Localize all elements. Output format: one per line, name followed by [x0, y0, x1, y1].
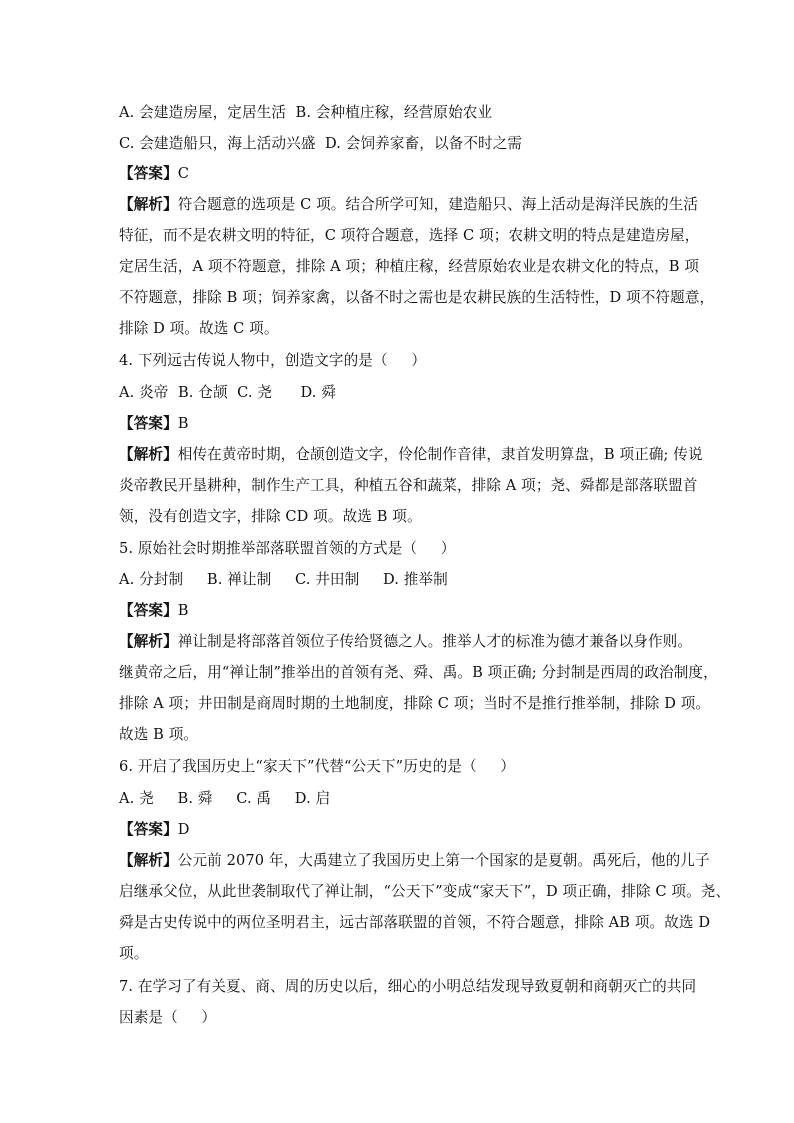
q7-question-line-2: 因素是（ ）	[119, 1009, 217, 1026]
q4-options: A. 炎帝 B. 仓颉 C. 尧 D. 舜	[119, 384, 336, 401]
q3-analysis-line-4: 不符题意，排除 B 项；饲养家禽，以备不时之需也是农耕民族的生活特性，D 项不符题意，	[119, 289, 715, 306]
answer-tag: 【答案】	[119, 821, 178, 838]
answer-tag: 【答案】	[119, 165, 178, 182]
q3-analysis-line-3: 定居生活，A 项不符题意，排除 A 项；种植庄稼，经营原始农业是农耕文化的特点，B 项	[119, 258, 700, 275]
q5-answer	[119, 601, 679, 621]
q5-analysis-line-2: 继黄帝之后，用“禅让制”推举出的首领有尧、舜、禹。B 项正确; 分封制是西周的政治制度，	[119, 664, 718, 681]
q4-analysis-line-1	[119, 445, 703, 465]
q6-analysis-line-3: 舜是古史传说中的两位圣明君主，远古部落联盟的首领，不符合题意，排除 AB 项。故选 D	[119, 914, 711, 931]
q3-answer	[119, 164, 679, 184]
answer-value: C	[177, 165, 190, 182]
q5-analysis-line-4: 故选 B 项。	[119, 726, 199, 743]
answer-tag: 【答案】	[119, 602, 178, 619]
answer-value: B	[177, 415, 189, 432]
q5-analysis-line-1	[119, 632, 693, 652]
q6-analysis-line-2: 启继承父位，从此世袭制取代了禅让制，“公天下”变成“家天下”，D 项正确，排除 C 项。尧、	[119, 883, 731, 900]
analysis-text: 符合题意的选项是 C 项。结合所学可知，建造船只、海上活动是海洋民族的生活	[177, 196, 699, 213]
answer-value: D	[177, 821, 190, 838]
q3-analysis-line-1	[119, 195, 699, 215]
analysis-tag: 【解析】	[119, 196, 178, 213]
analysis-text: 相传在黄帝时期，仓颉创造文字，伶伦制作音律，隶首发明算盘，B 项正确; 传说	[177, 446, 703, 463]
q5-question: 5. 原始社会时期推举部落联盟首领的方式是（ ）	[119, 540, 456, 557]
analysis-text: 禅让制是将部落首领位子传给贤德之人。推举人才的标准为德才兼备以身作则。	[177, 633, 693, 650]
q4-analysis-line-3: 领，没有创造文字，排除 CD 项。故选 B 项。	[119, 508, 422, 525]
q3-options-ab: A. 会建造房屋，定居生活 B. 会种植庄稼，经营原始农业	[119, 104, 493, 121]
answer-tag: 【答案】	[119, 415, 178, 432]
answer-value: B	[177, 602, 189, 619]
q3-analysis-line-5: 排除 D 项。故选 C 项。	[119, 320, 279, 337]
q6-options: A. 尧 B. 舜 C. 禹 D. 启	[119, 790, 331, 807]
q3-options-cd: C. 会建造船只，海上活动兴盛 D. 会饲养家畜，以备不时之需	[119, 135, 523, 152]
q6-analysis-line-4: 项。	[119, 945, 149, 962]
q6-analysis-line-1	[119, 851, 710, 871]
q5-options: A. 分封制 B. 禅让制 C. 井田制 D. 推举制	[119, 571, 448, 588]
q7-question-line-1: 7. 在学习了有关夏、商、周的历史以后，细心的小明总结发现导致夏朝和商朝灭亡的共同	[119, 978, 697, 995]
analysis-tag: 【解析】	[119, 633, 178, 650]
q6-answer	[119, 820, 679, 840]
analysis-tag: 【解析】	[119, 446, 178, 463]
analysis-text: 公元前 2070 年，大禹建立了我国历史上第一个国家的是夏朝。禹死后，他的儿子	[177, 852, 710, 869]
q5-analysis-line-3: 排除 A 项；井田制是商周时期的土地制度，排除 C 项；当时不是推行推举制，排除 D 项。	[119, 695, 711, 712]
q4-analysis-line-2: 炎帝教民开垦耕种，制作生产工具，种植五谷和蔬菜，排除 A 项；尧、舜都是部落联盟首	[119, 477, 698, 494]
analysis-tag: 【解析】	[119, 852, 178, 869]
q4-answer	[119, 414, 679, 434]
q3-analysis-line-2: 特征，而不是农耕文明的特征，C 项符合题意，选择 C 项；农耕文明的特点是建造房屋，	[119, 227, 700, 244]
q4-question: 4. 下列远古传说人物中，创造文字的是（ ）	[119, 352, 427, 369]
q6-question: 6. 开启了我国历史上“家天下”代替“公天下”历史的是（ ）	[119, 758, 516, 775]
